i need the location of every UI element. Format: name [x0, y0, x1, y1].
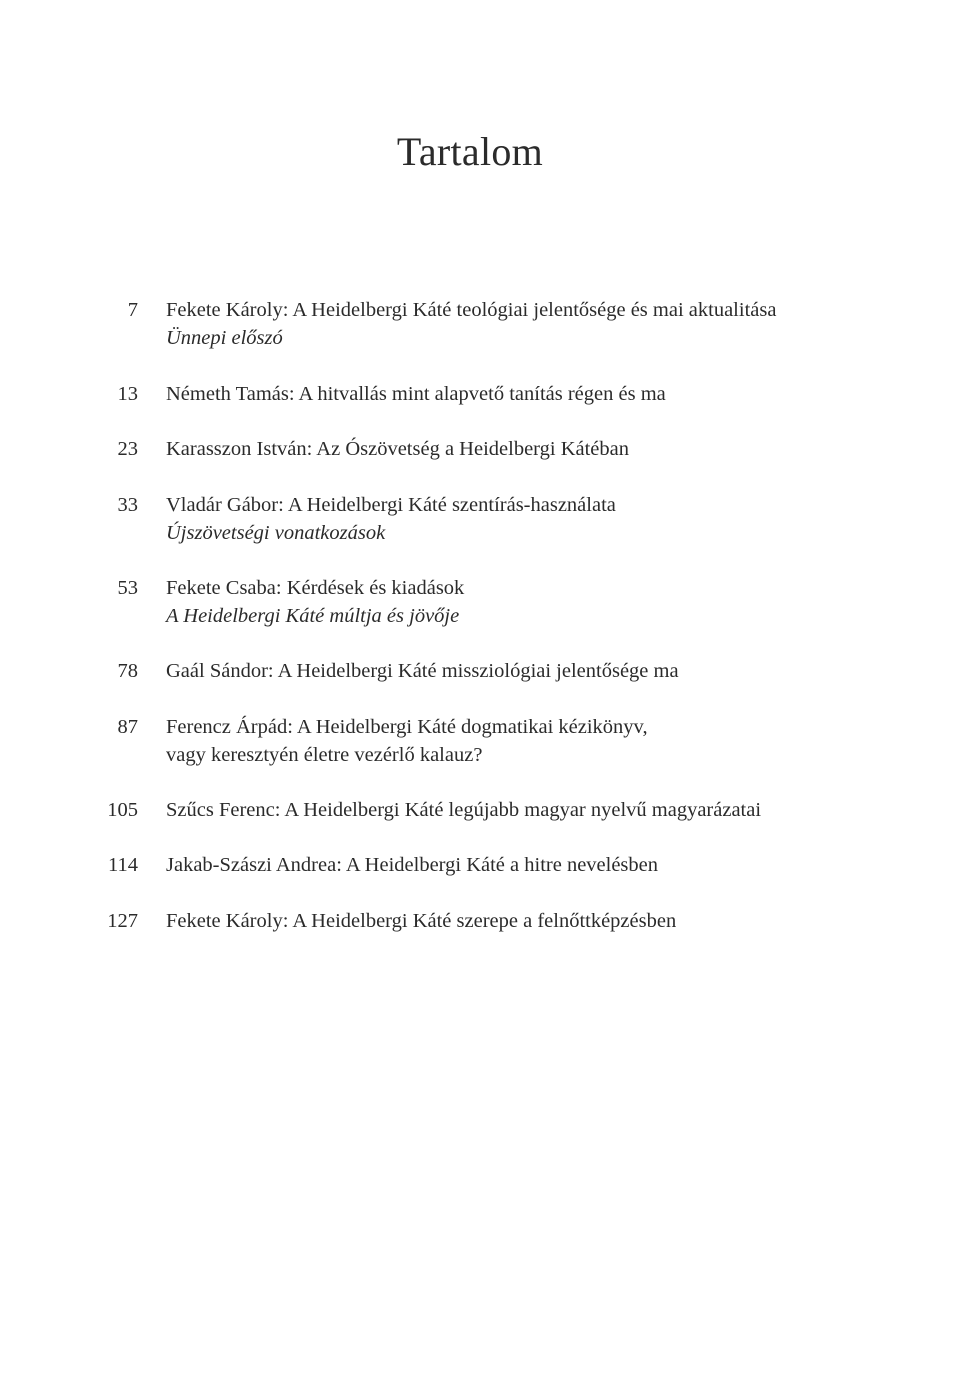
toc-entry-subtitle: A Heidelbergi Káté múltja és jövője	[166, 605, 460, 627]
toc-page-number: 127	[107, 910, 138, 932]
toc-entry-title: Karasszon István: Az Ószövetség a Heidelbergi Kátéban	[166, 438, 629, 460]
toc-entry-title: Fekete Károly: A Heidelbergi Káté szerepe a felnőttképzésben	[166, 910, 677, 932]
toc-entry-text	[166, 380, 886, 408]
toc-entry-text	[166, 491, 886, 547]
toc-entry-title: Németh Tamás: A hitvallás mint alapvető tanítás régen és ma	[166, 383, 666, 405]
toc-entry-title: Vladár Gábor: A Heidelbergi Káté szentírás-használata	[166, 494, 616, 516]
toc-page-number: 87	[117, 716, 138, 738]
toc-entry-text	[166, 435, 886, 463]
toc-page-number: 13	[117, 383, 138, 405]
toc-entry-subtitle: Ünnepi előszó	[166, 327, 283, 349]
toc-entry-title: Fekete Csaba: Kérdések és kiadások	[166, 577, 465, 599]
page-title: Tartalom	[396, 129, 544, 174]
toc-page-number: 53	[117, 577, 138, 599]
toc-entry-text	[166, 657, 886, 685]
toc-entry-subtitle: Újszövetségi vonatkozások	[166, 522, 386, 544]
toc-page-number: 114	[108, 854, 138, 876]
toc-page-number: 23	[117, 438, 138, 460]
toc-entry-title: Jakab-Szászi Andrea: A Heidelbergi Káté a hitre nevelésben	[166, 854, 659, 876]
toc-entry-text	[166, 296, 886, 352]
toc-entry-text	[166, 796, 886, 824]
toc-entry-title: Fekete Károly: A Heidelbergi Káté teológiai jelentősége és mai aktualitása	[166, 299, 777, 321]
toc-entry-title-continued: vagy keresztyén életre vezérlő kalauz?	[166, 744, 483, 766]
toc-entry-text	[166, 574, 886, 630]
toc-entry-title: Szűcs Ferenc: A Heidelbergi Káté legújabb magyar nyelvű magyarázatai	[166, 799, 762, 821]
toc-entry-title: Gaál Sándor: A Heidelbergi Káté missziológiai jelentősége ma	[166, 660, 679, 682]
toc-entry-title: Ferencz Árpád: A Heidelbergi Káté dogmatikai kézikönyv,	[166, 716, 648, 738]
toc-page-number: 33	[117, 494, 138, 516]
toc-page-number: 7	[127, 299, 138, 321]
toc-entry-text	[166, 713, 886, 769]
toc-page-number: 105	[107, 799, 138, 821]
toc-page-number: 78	[117, 660, 138, 682]
toc-entry-text	[166, 907, 886, 935]
toc-entry-text	[166, 851, 886, 879]
